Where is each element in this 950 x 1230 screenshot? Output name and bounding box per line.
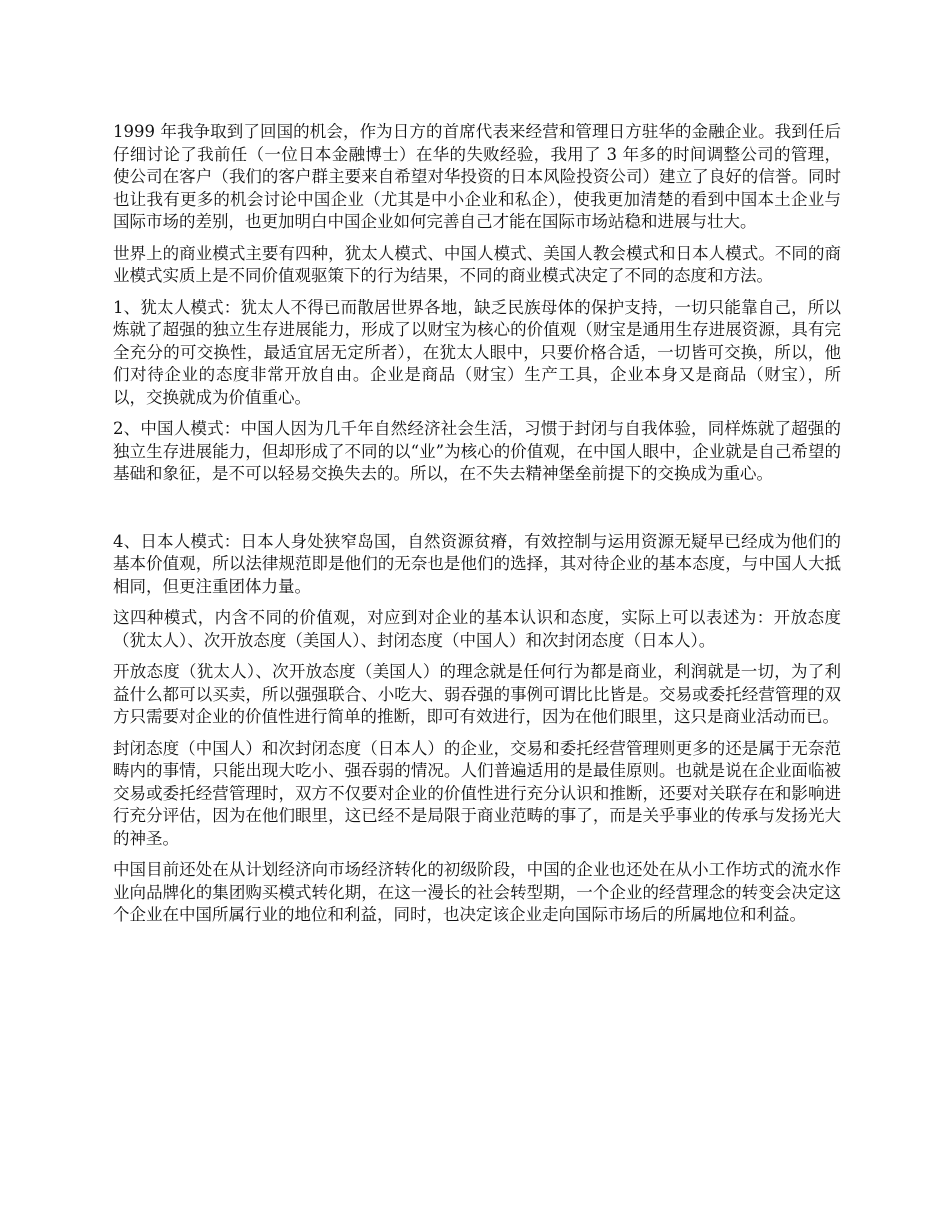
paragraph-chinese-model: 2、中国人模式：中国人因为几千年自然经济社会生活，习惯于封闭与自我体验，同样炼就了超强的独立生存进展能力，但却形成了不同的以“业”为核心的价值观，在中国人眼中，企业就是自己希望的基础和象征，是不可以轻易交换失去的。所以，在不失去精神堡垒前提下的交换成为重心。 (113, 419, 841, 483)
paragraph-intro: 1999 年我争取到了回国的机会，作为日方的首席代表来经营和管理日方驻华的金融企业。我到任后仔细讨论了我前任（一位日本金融博士）在华的失败经验，我用了 3 年多的时间调整公司的管理，使公司在客户（我们的客户群主要来自希望对华投资的日本风险投资公司）建立了良好的信誉。同时也让我有更多的机会讨论中国企业（尤其是中小企业和私企），使我更加清楚的看到中国本土企业与国际市场的差别，也更加明白中国企业如何完善自己才能在国际市场站稳和进展与壮大。 (113, 122, 841, 231)
paragraph-jewish-model: 1、犹太人模式：犹太人不得已而散居世界各地，缺乏民族母体的保护支持，一切只能靠自己，所以炼就了超强的独立生存进展能力，形成了以财宝为核心的价值观（财宝是通用生存进展资源，具有完全充分的可交换性，最适宜居无定所者），在犹太人眼中，只要价格合适，一切皆可交换，所以，他们对待企业的态度非常开放自由。企业是商品（财宝）生产工具，企业本身又是商品（财宝），所以，交换就成为价值重心。 (113, 297, 841, 407)
document-body (113, 121, 841, 936)
paragraph-four-attitudes: 这四种模式，内含不同的价值观，对应到对企业的基本认识和态度，实际上可以表述为：开放态度（犹太人）、次开放态度（美国人）、封闭态度（中国人）和次封闭态度（日本人）。 (113, 608, 841, 650)
blank-gap (113, 495, 841, 531)
paragraph-japanese-model: 4、日本人模式：日本人身处狭窄岛国，自然资源贫瘠，有效控制与运用资源无疑早已经成为他们的基本价值观，所以法律规范即是他们的无奈也是他们的选择，其对待企业的基本态度，与中国人大抵相同，但更注重团体力量。 (113, 531, 841, 596)
paragraph-closed-attitude: 封闭态度（中国人）和次封闭态度（日本人）的企业，交易和委托经营管理则更多的还是属于无奈范畴内的事情，只能出现大吃小、强吞弱的情况。人们普遍适用的是最佳原则。也就是说在企业面临被交易或委托经营管理时，双方不仅要对企业的价值性进行充分认识和推断，还要对关联存在和影响进行充分评估，因为在他们眼里，这已经不是局限于商业范畴的事了，而是关乎事业的传承与发扬光大的神圣。 (113, 738, 841, 848)
paragraph-business-models: 世界上的商业模式主要有四种，犹太人模式、中国人模式、美国人教会模式和日本人模式。不同的商业模式实质上是不同价值观驱策下的行为结果，不同的商业模式决定了不同的态度和方法。 (113, 243, 841, 285)
paragraph-china-transition: 中国目前还处在从计划经济向市场经济转化的初级阶段，中国的企业也还处在从小工作坊式的流水作业向品牌化的集团购买模式转化期，在这一漫长的社会转型期，一个企业的经营理念的转变会决定这个企业在中国所属行业的地位和利益，同时，也决定该企业走向国际市场后的所属地位和利益。 (113, 860, 841, 924)
paragraph-open-attitude: 开放态度（犹太人）、次开放态度（美国人）的理念就是任何行为都是商业，利润就是一切，为了利益什么都可以买卖，所以强强联合、小吃大、弱吞强的事例可谓比比皆是。交易或委托经营管理的双方只需要对企业的价值性进行简单的推断，即可有效进行，因为在他们眼里，这只是商业活动而已。 (113, 662, 841, 726)
